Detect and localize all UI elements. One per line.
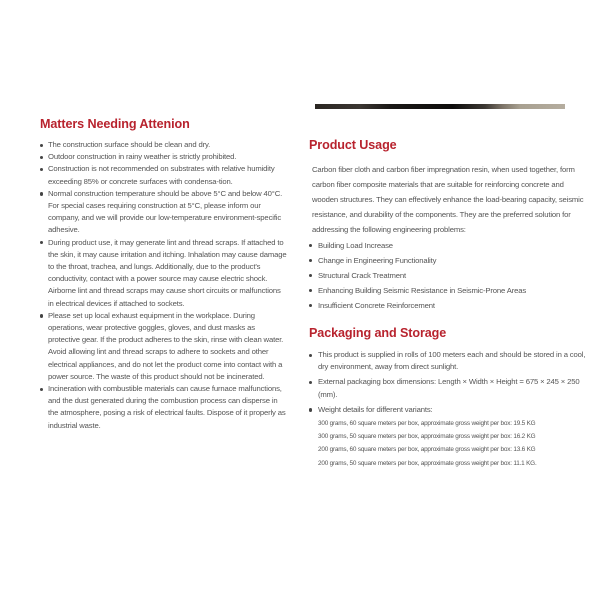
variant-200g-50sqm: 200 grams, 50 square meters per box, approximate gross weight per box: 11.1 KG.	[318, 459, 537, 467]
right-column	[309, 104, 587, 470]
variant-300g-50sqm: 300 grams, 50 square meters per box, approximate gross weight per box: 16.2 KG	[318, 433, 536, 441]
packaging-item-weights: Weight details for different variants:	[309, 404, 587, 416]
matters-list	[40, 139, 288, 432]
packaging-item-rolls: This product is supplied in rolls of 100 meters each and should be stored in a cool, dry environment, away from direct sunlight.	[309, 349, 587, 373]
matters-needing-attention-section	[40, 117, 288, 432]
matters-heading: Matters Needing Attenion	[40, 117, 190, 131]
packaging-item-dimensions: External packaging box dimensions: Length × Width × Height = 675 × 245 × 250 (mm).	[309, 376, 587, 400]
usage-item-seismic: Enhancing Building Seismic Resistance in Seismic-Prone Areas	[309, 283, 587, 298]
matters-item-humidity: Construction is not recommended on substrates with relative humidity exceeding 85% or concrete surfaces with condensa-tion.	[40, 163, 288, 187]
product-photo	[315, 104, 565, 109]
product-usage-heading: Product Usage	[309, 138, 397, 152]
variant-300g-60sqm: 300 grams, 60 square meters per box, approximate gross weight per box: 19.5 KG	[318, 420, 536, 428]
usage-list	[309, 238, 587, 313]
matters-item-lint-hazard: During product use, it may generate lint and thread scraps. If attached to the skin, it may cause irritation and itching. Inhalation may cause damage to the throat, trachea, and lungs. Additionally, due to the product's conductivity, contact with a power source may cause electric shock. Airborne lint and thread scraps may cause short circuits or malfunctions in electrical devices if attached to sockets.	[40, 237, 288, 310]
packaging-heading: Packaging and Storage	[309, 326, 447, 340]
matters-item-clean-dry: The construction surface should be clean and dry.	[40, 139, 288, 151]
usage-item-reinforcement: Insufficient Concrete Reinforcement	[309, 298, 587, 313]
packaging-list	[309, 349, 587, 416]
matters-item-rain: Outdoor construction in rainy weather is strictly prohibited.	[40, 151, 288, 163]
usage-item-functionality: Change in Engineering Functionality	[309, 253, 587, 268]
product-usage-description: Carbon fiber cloth and carbon fiber impregnation resin, when used together, form carbon fiber composite materials that are suitable for reinforcing concrete and wooden structures. They can effectively enhance the load-bearing capacity, seismic resistance, and durability of the components. They are the preferred solution for addressing the following engineering problems:	[312, 165, 584, 234]
matters-item-disposal: Incineration with combustible materials can cause furnace malfunctions, and the dust generated during the combustion process can disperse in the atmosphere, posing a risk of electrical faults. Dispose of it properly as industrial waste.	[40, 383, 288, 432]
matters-item-temperature: Normal construction temperature should be above 5°C and below 40°C. For special cases requiring construction at 5°C, please inform our company, and we will provide our low-temperature environment-specific adhesive.	[40, 188, 288, 237]
usage-item-load-increase: Building Load Increase	[309, 238, 587, 253]
matters-item-protective-gear: Please set up local exhaust equipment in the workplace. During operations, wear protective goggles, gloves, and dust masks as protective gear. If the product adheres to the skin, rinse with clean water. Avoid allowing lint and thread scraps to adhere to sockets and other electrical appliances, and do not let the product come into contact with a power source. The waste of this product should not be incinerated.	[40, 310, 288, 383]
variant-200g-60sqm: 200 grams, 60 square meters per box, approximate gross weight per box: 13.6 KG	[318, 446, 536, 454]
weight-variants-list	[318, 417, 587, 470]
usage-item-crack-treatment: Structural Crack Treatment	[309, 268, 587, 283]
